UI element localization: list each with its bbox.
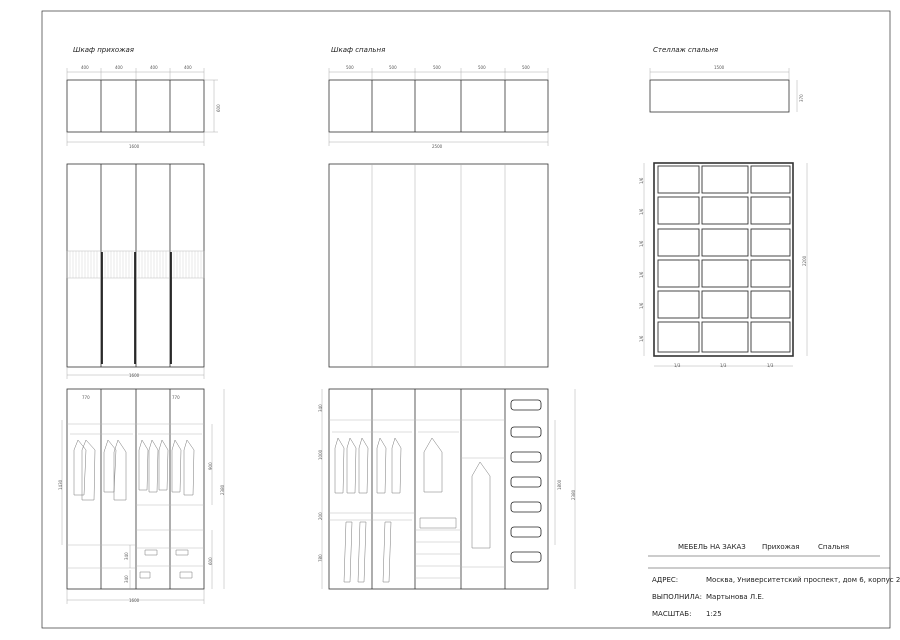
bed-dim-module-4: 500 [478, 65, 486, 70]
title-block-item-2: Спальня [818, 543, 850, 551]
bed-dim-module-5: 500 [522, 65, 530, 70]
bed-plan-view [329, 68, 548, 146]
rack-dim-height: 2200 [802, 255, 807, 266]
bed-dim-module-2: 500 [389, 65, 397, 70]
rack-dim-col-1: 1/3 [674, 363, 681, 368]
author-value: Мартынова Л.Е. [706, 593, 765, 601]
rack-dim-depth: 370 [799, 94, 804, 102]
hall-dim-inner-height: 1430 [58, 479, 63, 490]
rack-dim-col-2: 1/3 [720, 363, 727, 368]
hall-dim-shelf-2: 770 [172, 395, 180, 400]
hall-dim-right-3: 600 [208, 557, 213, 565]
title-block-item-1: Прихожая [762, 543, 800, 551]
bed-dim-right-2: 2380 [571, 489, 576, 500]
hall-dim-module-4: 400 [184, 65, 192, 70]
title-block-lines [648, 556, 890, 568]
scale-label: МАСШТАБ: [652, 610, 692, 618]
rack-dim-row-6: 1/6 [639, 335, 644, 342]
hall-dim-width: 1600 [129, 144, 140, 149]
hall-dim-small-2: 340 [124, 575, 129, 583]
rack-dim-row-4: 1/6 [639, 271, 644, 278]
hall-dim-module-1: 400 [81, 65, 89, 70]
rack-title: Стеллаж спальня [653, 46, 719, 54]
bed-dim-width: 2500 [432, 144, 443, 149]
rack-dim-top: 1500 [714, 65, 725, 70]
hall-dim-width-bottom: 1600 [129, 598, 140, 603]
bed-dim-right-1: 1800 [557, 479, 562, 490]
rack-dim-row-2: 1/6 [639, 208, 644, 215]
author-label: ВЫПОЛНИЛА: [652, 593, 702, 601]
title-block-header: МЕБЕЛЬ НА ЗАКАЗ [678, 543, 746, 551]
rack-dim-row-5: 1/6 [639, 302, 644, 309]
bed-dim-left-4: 780 [318, 554, 323, 562]
hall-dim-right-1: 900 [208, 462, 213, 470]
hall-interior-view [62, 389, 224, 604]
rack-dim-row-3: 1/6 [639, 240, 644, 247]
bed-front-view [329, 164, 548, 367]
hall-plan-view [67, 68, 218, 146]
bed-dim-module-3: 500 [433, 65, 441, 70]
scale-value: 1:25 [706, 610, 722, 618]
hall-dim-small-1: 340 [124, 552, 129, 560]
sheet-frame [42, 11, 890, 628]
hall-dim-module-3: 400 [150, 65, 158, 70]
hall-dim-right-2: 2380 [220, 484, 225, 495]
rack-plan-view [650, 68, 797, 112]
address-value: Москва, Университетский проспект, дом 6, корпус 2 [706, 576, 900, 584]
hall-dim-depth: 600 [216, 104, 221, 112]
bed-dim-module-1: 500 [346, 65, 354, 70]
address-label: АДРЕС: [652, 576, 679, 584]
bed-interior-view [322, 389, 575, 589]
rack-dim-col-3: 1/3 [767, 363, 774, 368]
hall-dim-shelf: 770 [82, 395, 90, 400]
bed-dim-left-2: 1000 [318, 449, 323, 460]
hall-dim-width-front: 1600 [129, 373, 140, 378]
rack-front-view [644, 163, 807, 366]
bed-dim-left-1: 340 [318, 404, 323, 412]
bed-dim-left-3: 200 [318, 512, 323, 520]
hallway-title: Шкаф прихожая [73, 46, 135, 54]
hall-dim-module-2: 400 [115, 65, 123, 70]
rack-dim-row-1: 1/6 [639, 177, 644, 184]
bedroom-title: Шкаф спальня [331, 46, 386, 54]
hall-front-view [67, 164, 204, 379]
